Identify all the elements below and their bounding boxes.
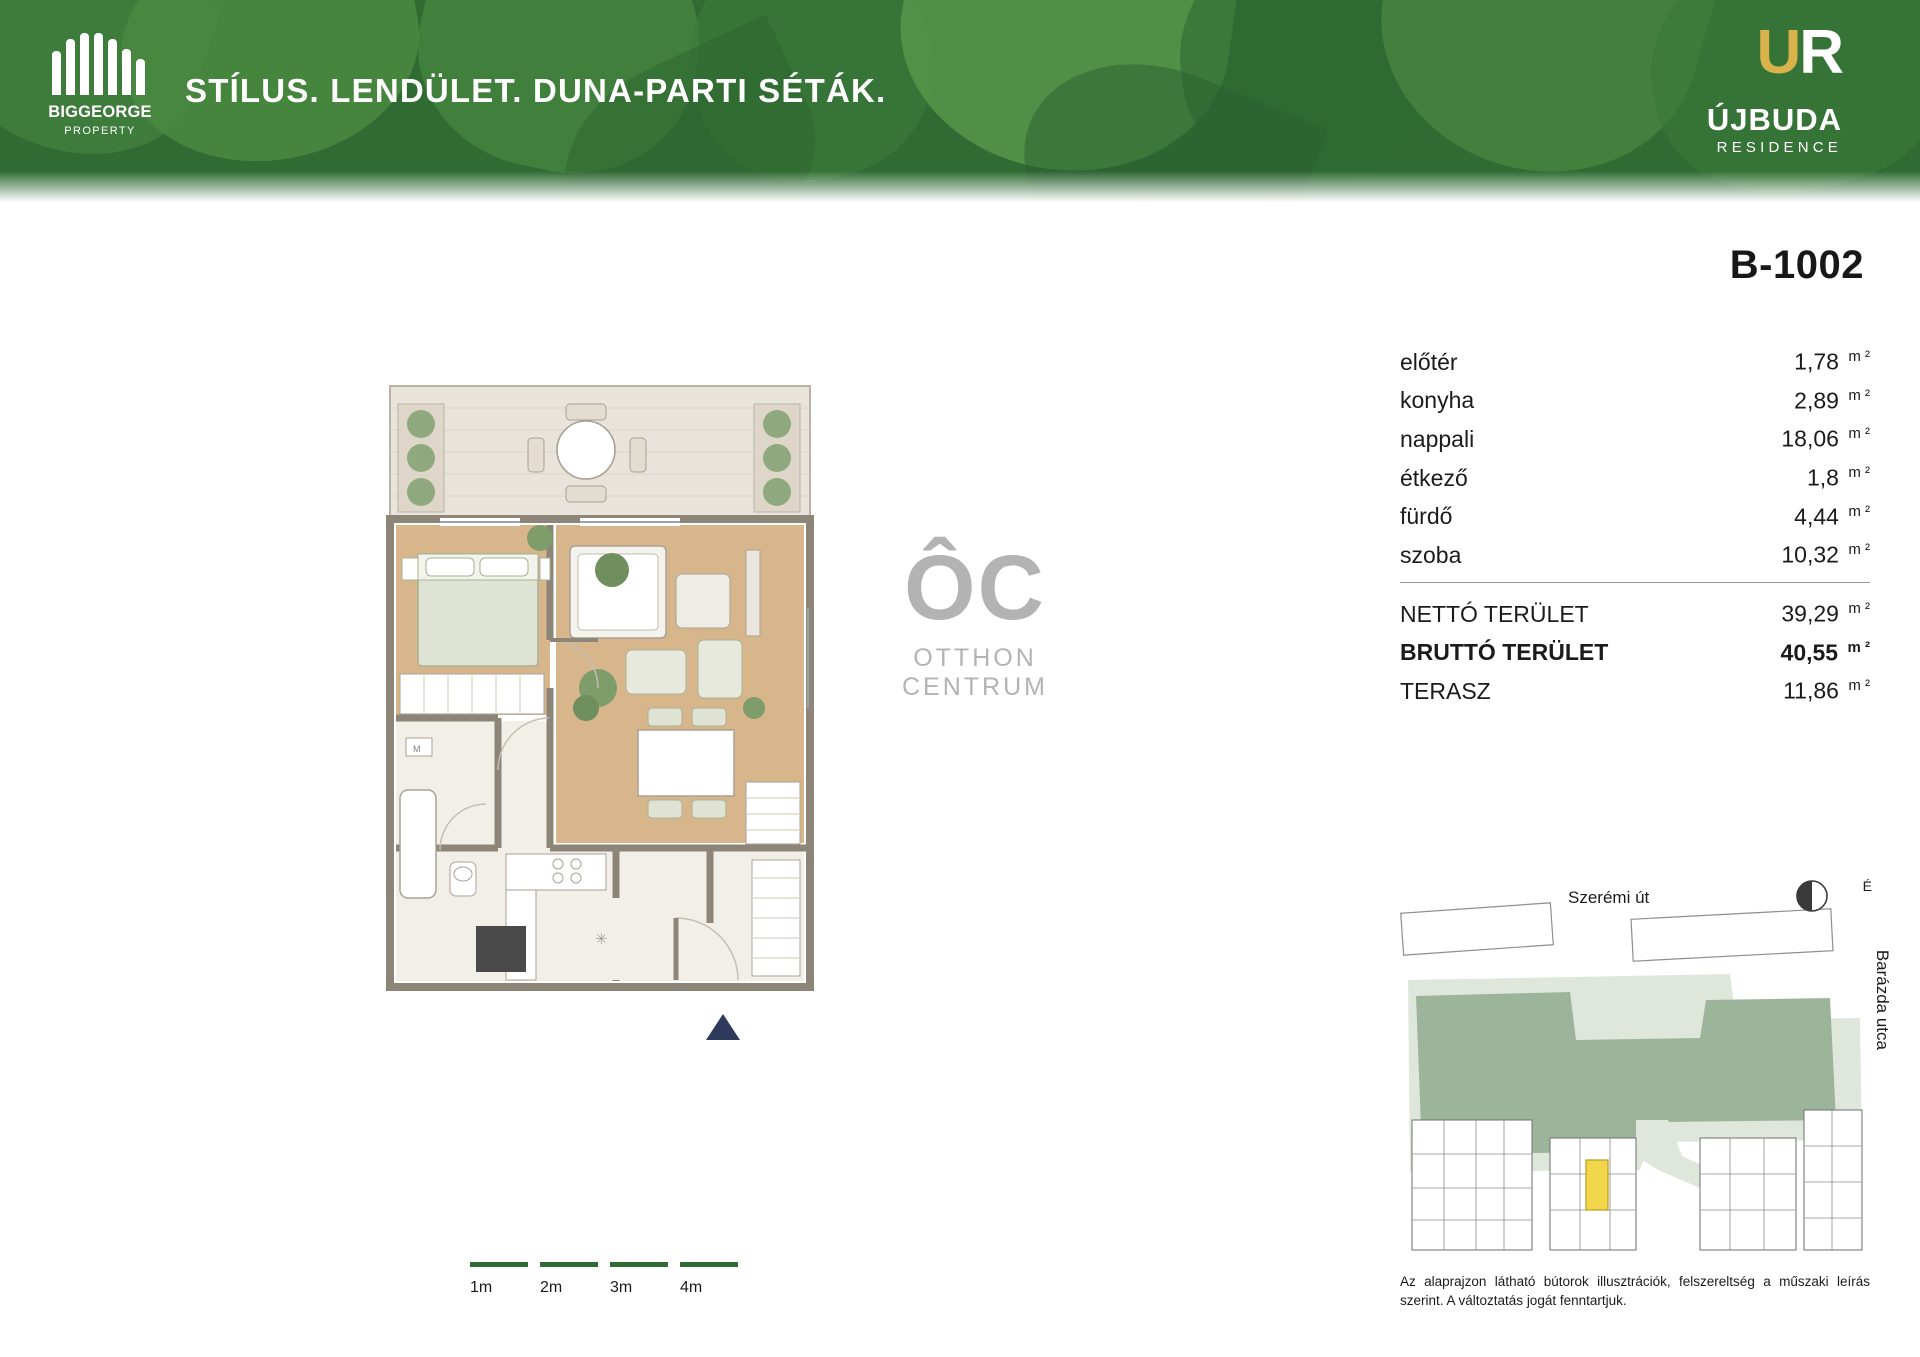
- area-row: [1400, 456, 1870, 495]
- area-row: [1400, 379, 1870, 418]
- floor-plan-drawing: [380, 378, 820, 1008]
- biggeorge-bars-icon: [50, 33, 150, 95]
- area-total-label: BRUTTÓ TERÜLET: [1400, 639, 1609, 666]
- area-total-row: [1400, 631, 1870, 670]
- compass-north-label: É: [1862, 878, 1872, 894]
- header-fade: [0, 171, 1920, 205]
- scale-bar: [470, 1262, 750, 1301]
- area-label: fürdő: [1400, 503, 1453, 530]
- header-banner: [0, 0, 1920, 205]
- area-label: nappali: [1400, 425, 1475, 452]
- area-value: 10,32 $^{m ^2}$: [1781, 541, 1870, 568]
- highlighted-unit: [1586, 1160, 1608, 1210]
- otthon-centrum-watermark: [880, 537, 1070, 702]
- area-row: [1400, 533, 1870, 572]
- ur-monogram-icon: [1756, 18, 1842, 87]
- ur-monogram-r: R: [1799, 18, 1842, 87]
- area-label: előtér: [1400, 348, 1458, 375]
- unit-code: B-1002: [1729, 243, 1864, 287]
- area-total-label: NETTÓ TERÜLET: [1400, 600, 1589, 627]
- scale-label: 3m: [610, 1279, 633, 1296]
- area-value: 18,06 $^{m ^2}$: [1781, 425, 1870, 452]
- north-arrow-icon: [706, 1014, 740, 1040]
- scale-label: 1m: [470, 1279, 493, 1296]
- area-total-row: [1400, 669, 1870, 708]
- area-row: [1400, 340, 1870, 379]
- project-subtitle: RESIDENCE: [1716, 139, 1842, 156]
- scale-label: 4m: [680, 1279, 703, 1296]
- area-total-value: 39,29 $^{m ^2}$: [1781, 599, 1870, 627]
- area-table: [1400, 340, 1870, 708]
- header-slogan: STÍLUS. LENDÜLET. DUNA-PARTI SÉTÁK.: [185, 72, 887, 109]
- biggeorge-name: BIGGEORGE: [48, 103, 152, 121]
- area-total-value: 11,86 $^{m ^2}$: [1783, 677, 1870, 704]
- area-value: 2,89 $^{m ^2}$: [1794, 386, 1870, 414]
- area-total-row: [1400, 592, 1870, 631]
- area-label: étkező: [1400, 464, 1468, 491]
- area-value: 1,8 $^{m ^2}$: [1806, 463, 1870, 491]
- area-label: konyha: [1400, 387, 1475, 414]
- site-map: [1400, 870, 1892, 1270]
- otthon-centrum-line1: OTTHON: [913, 644, 1037, 673]
- area-value: 4,44 $^{m ^2}$: [1794, 502, 1870, 530]
- disclaimer-text: Az alaprajzon látható bútorok illusztrációk, felszereltség a műszaki leírás szerint. A változtatás jogát fenntartjuk.: [1400, 1274, 1870, 1308]
- street-label-right: Barázda utca: [1873, 949, 1892, 1050]
- area-row: [1400, 495, 1870, 534]
- area-divider: [1400, 582, 1870, 583]
- floor-plan: [380, 378, 820, 1008]
- ur-monogram-u: U: [1756, 18, 1800, 87]
- area-value: 1,78 $^{m ^2}$: [1794, 348, 1870, 375]
- scale-label: 2m: [540, 1279, 563, 1296]
- area-total-value: 40,55 $^{m ^2}$: [1780, 638, 1870, 666]
- svg-text:M: M: [413, 744, 421, 754]
- ujbuda-residence-logo: [1634, 18, 1864, 172]
- area-label: szoba: [1400, 541, 1462, 568]
- biggeorge-logo: [40, 33, 160, 163]
- compass-icon: [1792, 876, 1848, 916]
- biggeorge-subtitle: PROPERTY: [64, 125, 136, 137]
- scale-bar-labels: [470, 1279, 750, 1301]
- area-row: [1400, 417, 1870, 456]
- otthon-centrum-line2: CENTRUM: [902, 673, 1048, 702]
- street-label-top: Szerémi út: [1568, 888, 1650, 907]
- svg-text:✳: ✳: [595, 931, 608, 948]
- otthon-centrum-mark: ÔC: [904, 537, 1046, 639]
- area-total-label: TERASZ: [1400, 677, 1491, 704]
- scale-bar-segments: [470, 1262, 750, 1270]
- site-map-drawing: [1400, 870, 1870, 1270]
- project-name: ÚJBUDA: [1706, 102, 1842, 137]
